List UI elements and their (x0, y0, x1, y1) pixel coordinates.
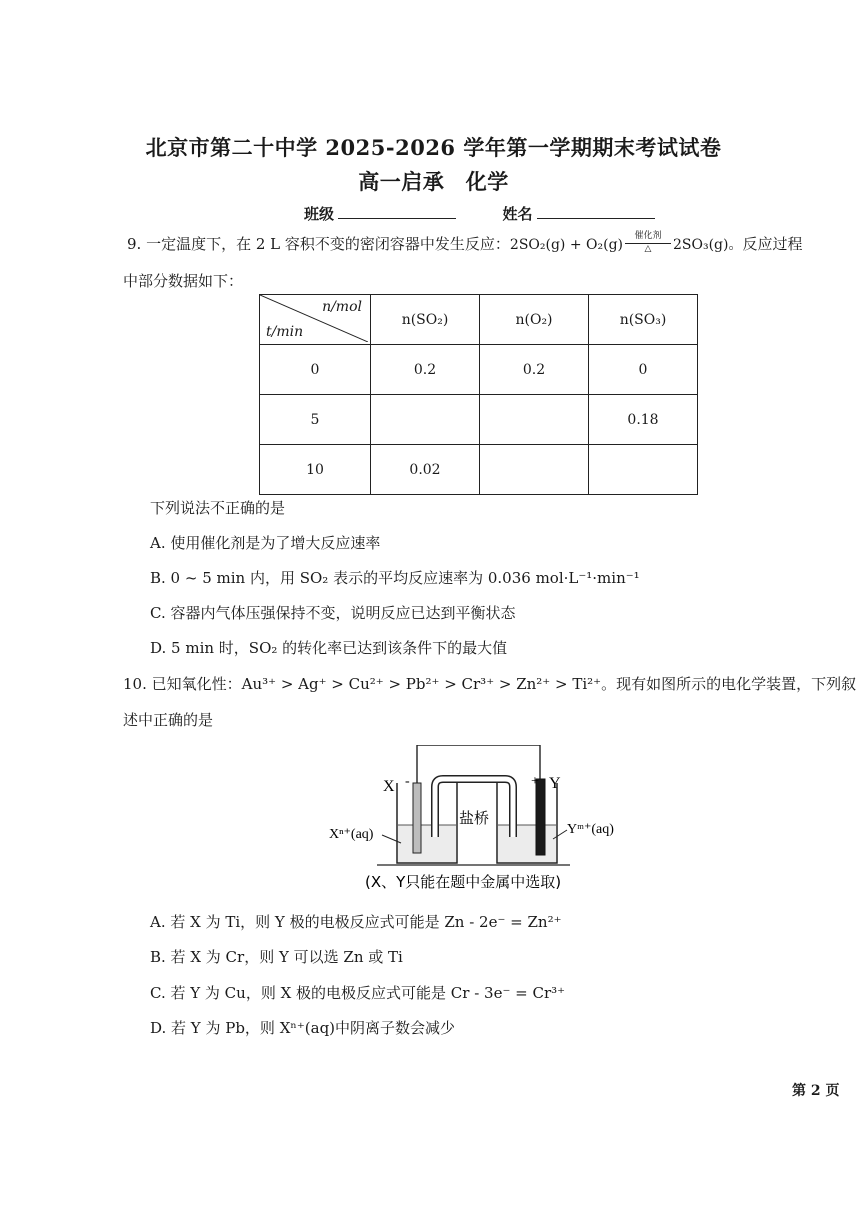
q9-option-d[interactable]: D. 5 min 时，SO₂ 的转化率已达到该条件下的最大值 (150, 639, 508, 657)
table-cell (480, 395, 589, 445)
right-solution-label: Yᵐ⁺(aq) (567, 822, 614, 837)
exam-title: 北京市第二十中学 2025-2026 学年第一学期期末考试试卷 (145, 135, 722, 160)
table-cell: 0 (589, 345, 698, 395)
electrochemical-cell-diagram (325, 745, 655, 895)
table-row (260, 395, 698, 445)
q9-stem-line1 (127, 233, 803, 254)
q9-stem-b: 反应过程 (742, 235, 803, 253)
q9-number: 9. (127, 235, 142, 253)
electrode-x (413, 783, 421, 853)
table-header-row (260, 295, 698, 345)
electrode-y-label: Y (549, 775, 561, 792)
header-cell: n(SO₃) (589, 295, 698, 345)
q9-data-table (259, 294, 698, 495)
right-solution (498, 825, 556, 862)
q10-option-b[interactable]: B. 若 X 为 Cr，则 Y 可以选 Zn 或 Ti (150, 948, 403, 966)
name-field[interactable] (537, 202, 655, 219)
header-cell: n(SO₂) (371, 295, 480, 345)
time-cell: 10 (260, 445, 371, 495)
q10-option-a[interactable]: A. 若 X 为 Ti，则 Y 极的电极反应式可能是 Zn - 2e⁻ = Zn²⁺ (150, 913, 562, 931)
q9-option-a[interactable]: A. 使用催化剂是为了增大反应速率 (150, 534, 381, 552)
table-cell: 0.2 (371, 345, 480, 395)
table-cell (589, 445, 698, 495)
electrode-y (536, 779, 545, 855)
q9-option-b[interactable]: B. 0 ~ 5 min 内，用 SO₂ 表示的平均反应速率为 0.036 mol·L⁻¹·min⁻¹ (150, 569, 640, 587)
heat-symbol: △ (644, 244, 652, 254)
table-cell (371, 395, 480, 445)
page-number: 第 2 页 (792, 1083, 840, 1099)
student-info (304, 202, 655, 224)
q9-eq-left: 2SO₂(g) + O₂(g) (509, 237, 623, 253)
electrode-y-sign: + (531, 774, 539, 789)
q9-eq-right: 2SO₃(g)。 (673, 237, 743, 253)
q10-stem-line1 (123, 673, 856, 694)
header-cell: n(O₂) (480, 295, 589, 345)
q9-stem-line2: 中部分数据如下： (123, 272, 244, 290)
table-row (260, 445, 698, 495)
q9-stem-a: 一定温度下，在 2 L 容积不变的密闭容器中发生反应： (146, 235, 510, 253)
corner-top-label: n/mol (322, 299, 362, 315)
q9-prompt: 下列说法不正确的是 (150, 499, 286, 517)
left-solution-label: Xⁿ⁺(aq) (329, 827, 374, 842)
electrode-x-sign: - (405, 774, 410, 789)
class-field[interactable] (338, 202, 456, 219)
electrode-x-label: X (383, 778, 395, 795)
time-cell: 0 (260, 345, 371, 395)
exam-subtitle: 高一启承 化学 (358, 169, 509, 194)
name-label: 姓名 (502, 205, 533, 223)
q10-number: 10. (123, 675, 147, 693)
figure-caption: (X、Y只能在题中金属中选取) (365, 873, 562, 891)
time-cell: 5 (260, 395, 371, 445)
table-cell: 0.18 (589, 395, 698, 445)
table-cell: 0.2 (480, 345, 589, 395)
corner-bottom-label: t/min (266, 324, 304, 340)
table-corner-cell (260, 295, 371, 345)
table-row (260, 345, 698, 395)
table-cell: 0.02 (371, 445, 480, 495)
catalyst-label: 催化剂 (634, 231, 662, 241)
q10-stem-line2: 述中正确的是 (123, 711, 214, 729)
q10-stem-a: 已知氧化性：Au³⁺ > Ag⁺ > Cu²⁺ > Pb²⁺ > Cr³⁺ > Zn²⁺ > Ti²⁺。现有如图所示的电化学装置，下列叙 (151, 675, 857, 693)
q10-option-d[interactable]: D. 若 Y 为 Pb，则 Xⁿ⁺(aq)中阴离子数会减少 (150, 1019, 456, 1037)
salt-bridge-label: 盐桥 (459, 809, 490, 827)
table-cell (480, 445, 589, 495)
q9-option-c[interactable]: C. 容器内气体压强保持不变，说明反应已达到平衡状态 (150, 604, 516, 622)
class-label: 班级 (304, 205, 335, 223)
reaction-condition-arrow (625, 231, 671, 254)
left-solution (398, 825, 456, 862)
q10-option-c[interactable]: C. 若 Y 为 Cu，则 X 极的电极反应式可能是 Cr - 3e⁻ = Cr³⁺ (150, 984, 566, 1002)
